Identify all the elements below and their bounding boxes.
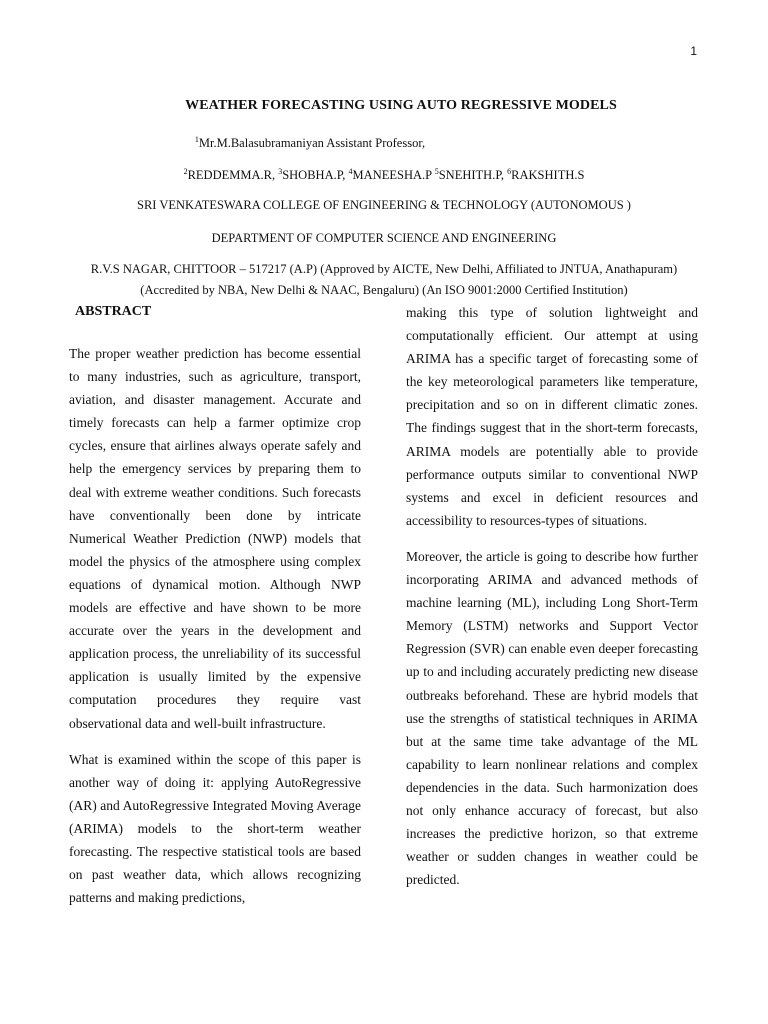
co-author-superscript: 6 [507,167,512,176]
abstract-paragraph: What is examined within the scope of this paper is another way of doing it: applying AutoRegressive (AR) and AutoRegressive Integrated Moving Average (ARIMA) models to the short-term weather forecasting. The respective statistical tools are based on past weather data, which allows recognizing patterns and making predictions, [69,751,361,906]
left-column [69,302,361,922]
co-author-name: RAKSHITH.S [511,168,585,182]
co-author-superscript: 5 [434,167,439,176]
primary-author-text: Mr.M.Balasubramaniyan Assistant Professor, [198,136,426,150]
college-name: SRI VENKATESWARA COLLEGE OF ENGINEERING & TECHNOLOGY (AUTONOMOUS ) [137,198,631,212]
abstract-paragraph: The proper weather prediction has become essential to many industries, such as agriculture, transport, aviation, and disaster management. Accurate and timely forecasts can help a farmer optimize crop cycles, ensure that airlines always operate safely and help the emergency services by preparing them to deal with extreme weather conditions. Such forecasts have conventionally been done by intricate Numerical Weather Prediction (NWP) models that model the physics of the atmosphere using complex equations of dynamical motion. Although NWP models are effective and have shown to be more accurate over the years in the development and application process, the unreliability of its successful application is usually limited by the expensive computation procedures they require vast observational data and well-built infrastructure. [69,346,361,731]
co-author-superscript: 3 [278,167,283,176]
page-number: 1 [690,44,697,58]
abstract-paragraph: Moreover, the article is going to describe how further incorporating ARIMA and advanced methods of machine learning (ML), including Long Short-Term Memory (LSTM) networks and Support Vector Regression (SVR) can enable even deeper forecasting up to and including accurately predicting new disease outbreaks beforehand. These are hybrid models that use the strengths of statistical techniques in ARIMA but at the same time take advantage of the ML capability to learn nonlinear relations and complex dependencies in the data. Such harmonization does not only enhance accuracy of forecast, but also increases the predictive horizon, so that extreme weather or sudden changes in weather could be predicted. [406,548,698,888]
co-authors [0,167,768,183]
address-line-2: (Accredited by NBA, New Delhi & NAAC, Bengaluru) (An ISO 9001:2000 Certified Institution) [140,283,628,297]
abstract-heading: ABSTRACT [75,304,152,319]
right-column [406,301,698,904]
co-author-name: SNEHITH.P, [438,168,508,182]
author-superscript: 1 [194,135,199,144]
paper-title: WEATHER FORECASTING USING AUTO REGRESSIVE MODELS [185,98,617,113]
co-author-superscript: 4 [348,167,353,176]
co-author-name: SHOBHA.P, [282,168,349,182]
primary-author [0,135,694,151]
co-author-superscript: 2 [183,167,188,176]
abstract-paragraph: making this type of solution lightweight and computationally efficient. Our attempt at using ARIMA has a specific target of forecasting some of the key meteorological parameters like temperature, precipitation and so on in different climatic zones. The findings suggest that in the short-term forecasts, ARIMA models are potentially able to provide performance outputs similar to conventional NWP systems and excel in deficient resources and accessibility to resources-types of situations. [406,305,698,528]
co-author-name: REDDEMMA.R, [187,168,279,182]
address-line-1: R.V.S NAGAR, CHITTOOR – 517217 (A.P) (Approved by AICTE, New Delhi, Affiliated to JNTUA, Anathapuram) [90,262,678,276]
department-name: DEPARTMENT OF COMPUTER SCIENCE AND ENGINEERING [211,231,557,245]
co-author-name: MANEESHA.P [352,168,435,182]
